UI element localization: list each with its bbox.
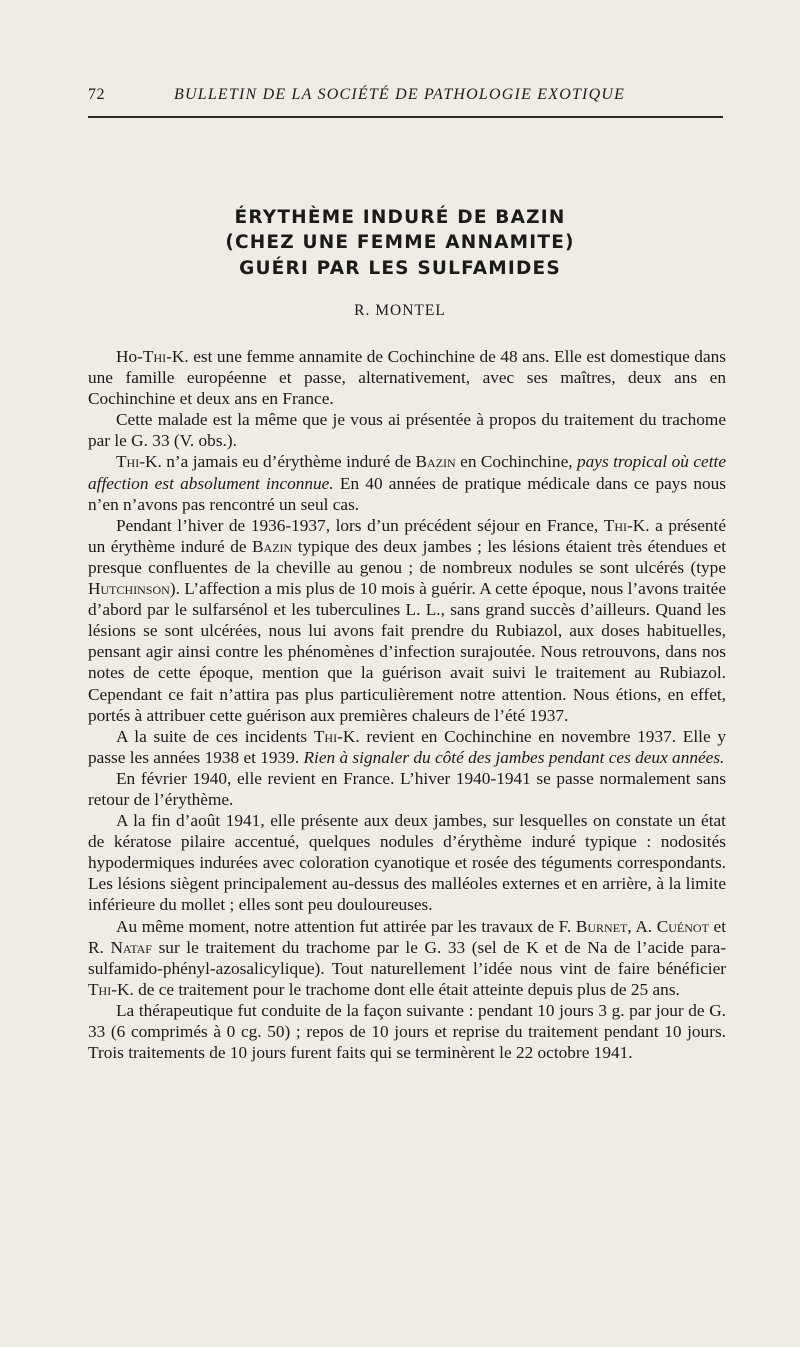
paragraph-1 (88, 346, 726, 409)
author-reference: Bazin (415, 452, 456, 472)
article-title-line-3: GUÉRI PAR LES SULFAMIDES (239, 258, 561, 279)
author-reference: Bazin (252, 536, 293, 556)
paragraph-7: A la fin d’août 1941, elle présente aux deux jambes, sur lesquelles on constate un état de kératose pilaire accentué, quelques nodules d’érythème induré typique : nodosités hypodermiques indurées avec coloration cyanotique et rosée des téguments correspondants. Les lésions siègent principalement au-dessus des malléoles externes et en arrière, à la limite inférieure du mollet ; elles sont peu douloureuses. (88, 811, 726, 915)
text-run: Au même moment, notre attention fut attirée par les travaux de F. (116, 916, 576, 936)
article-title-line-2: (CHEZ UNE FEMME ANNAMITE) (225, 232, 575, 253)
text-run: typique des deux jambes ; les lésions étaient très étendues et presque confluentes de la cheville au genou ; de nombreux nodules se sont ulcérés (type (88, 536, 726, 577)
italic-emphasis: Rien à signaler du côté des jambes pendant ces deux années. (303, 747, 725, 767)
text-run: Pendant l’hiver de 1936-1937, lors d’un précédent séjour en France, (116, 515, 604, 535)
running-header (88, 84, 720, 112)
text-run: et R. (88, 916, 726, 957)
running-title: BULLETIN DE LA SOCIÉTÉ DE PATHOLOGIE EXOTIQUE (174, 86, 626, 103)
text-run: en Cochinchine, (455, 452, 578, 472)
italic-emphasis: pays tropical où cette affection est absolument inconnue. (88, 452, 726, 493)
text-run: -K. a présenté un érythème induré de (88, 515, 726, 556)
paragraph-8 (88, 916, 726, 1000)
text-run: A la suite de ces incidents (116, 726, 314, 746)
text-run: -K. de ce traitement pour le trachome dont elle était atteinte depuis plus de 25 ans. (111, 979, 680, 999)
text-run: -K. est une femme annamite de Cochinchine de 48 ans. Elle est domestique dans une famille européenne et passe, alternativement, avec ses maîtres, deux ans en Cochinchine et deux ans en France. (88, 347, 726, 409)
text-run: -K. n’a jamais eu d’érythème induré de (139, 452, 416, 472)
author-name: R. MONTEL (354, 302, 446, 319)
text-run: -K. revient en Cochinchine en novembre 1937. Elle y passe les années 1938 et 1939. (88, 726, 726, 767)
paragraph-6: En février 1940, elle revient en France. L’hiver 1940-1941 se passe normalement sans retour de l’érythème. (88, 768, 726, 809)
patient-name: Thi (116, 452, 140, 472)
patient-name: Thi (142, 347, 167, 366)
page-number: 72 (88, 86, 105, 103)
article-body (88, 346, 726, 1063)
author-reference: Burnet (575, 916, 628, 936)
author-reference: Hutchinson (88, 579, 170, 599)
paragraph-2: Cette malade est la même que je vous ai présentée à propos du traitement du trachome par le G. 33 (V. obs.). (88, 410, 726, 451)
patient-name: Thi (88, 979, 112, 999)
paragraph-3 (88, 451, 726, 514)
author-reference: Cuénot (656, 916, 709, 936)
patient-name: Thi (603, 515, 628, 535)
header-rule (88, 116, 723, 118)
paragraph-9: La thérapeutique fut conduite de la façon suivante : pendant 10 jours 3 g. par jour de G. 33 (6 comprimés à 0 cg. 50) ; repos de 10 jours et reprise du traitement pendant 10 jours. Trois traitements de 10 jours furent faits qui se terminèrent le 22 octobre 1941. (88, 1000, 726, 1063)
paragraph-4 (88, 515, 726, 726)
text-run: En 40 années de pratique médicale dans ce pays nous n’en n’avons pas rencontré un seul cas. (88, 473, 726, 514)
author-reference: Nataf (110, 937, 152, 957)
patient-name: Thi (313, 726, 338, 746)
text-run: ). L’affection a mis plus de 10 mois à guérir. A cette époque, nous l’avons traitée d’abord par le sulfarsénol et les tuberculines L. L., sans grand succès d’ailleurs. Quand les lésions se sont ulcérées, nous lui avons fait prendre du Rubiazol, aux doses habituelles, pensant agir ainsi contre les phénomènes d’infection surajoutée. Nous retrouvons, dans nos notes de cette époque, mention que la guérison avait suivi le traitement au Rubiazol. Cependant ce fait n’attira pas plus particulièrement notre attention. Nous étions, en effet, portés à attribuer cette guérison aux premières chaleurs de l’été 1937. (88, 579, 726, 725)
text-run: Ho- (116, 347, 143, 366)
paragraph-5 (88, 726, 726, 768)
text-run: sur le traitement du trachome par le G. 33 (sel de K et de Na de l’acide para-sulfamido-phényl-azosalicylique). Tout naturellement l’idée nous vint de faire bénéficier (88, 937, 726, 978)
text-run: , A. (627, 916, 657, 936)
article-title-line-1: ÉRYTHÈME INDURÉ DE BAZIN (234, 207, 566, 228)
